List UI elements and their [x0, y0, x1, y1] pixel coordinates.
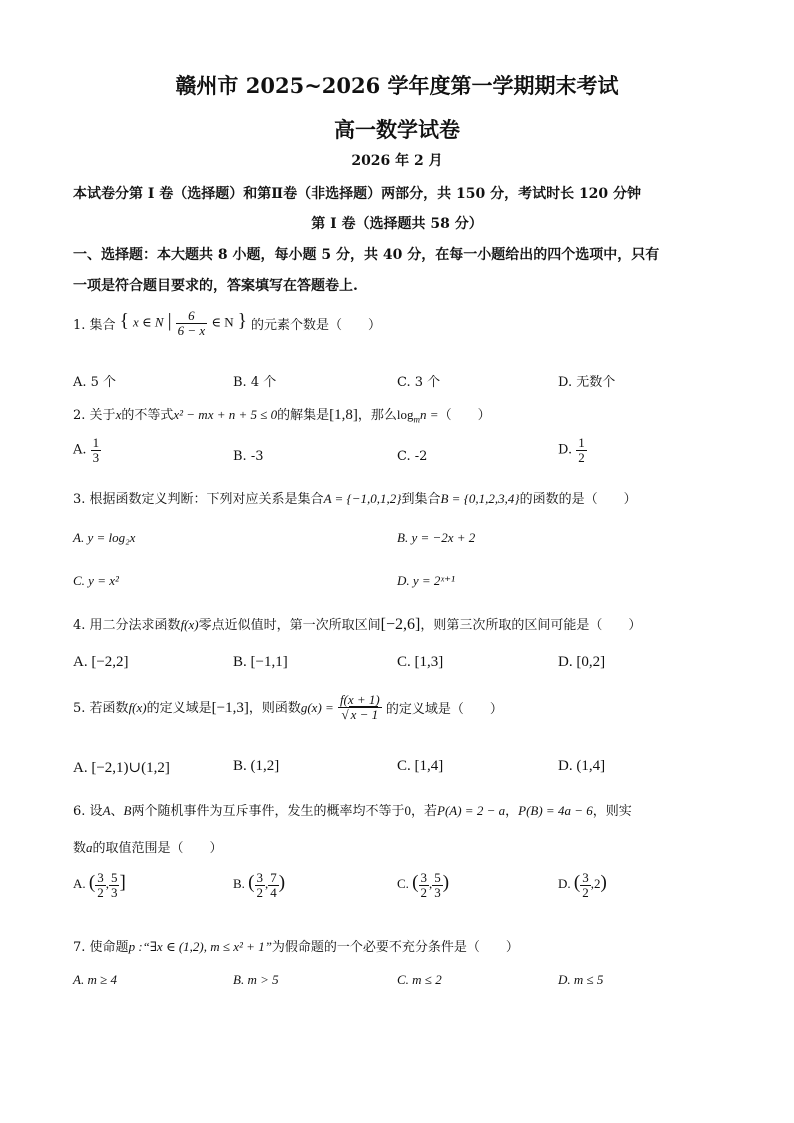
question-number: 6.	[73, 804, 86, 819]
option-a[interactable]: A. 5 个	[73, 375, 117, 390]
option-c[interactable]: C. m ≤ 2	[397, 972, 442, 987]
exam-intro: 本试卷分第 I 卷（选择题）和第Ⅱ卷（非选择题）两部分，共 150 分，考试时长 120 分钟	[73, 186, 642, 202]
option-d[interactable]: D. y = 2ˣ⁺¹	[397, 573, 455, 588]
proposition: p :“∃x ∈ (1,2), m ≤ x² + 1”	[128, 939, 272, 954]
initial-interval: [−2,6]	[380, 616, 421, 633]
brace-right: }	[237, 310, 247, 332]
question-number: 7.	[73, 940, 86, 955]
set-fraction	[176, 309, 208, 337]
solution-interval: [1,8]	[329, 407, 358, 423]
exam-date: 2026 年 2 月	[351, 153, 443, 169]
question-3: 3. 根据函数定义判断：下列对应关系是集合A = {−1,0,1,2}到集合B = {0,1,2,3,4}的函数的是（ ）	[73, 491, 637, 507]
question-1	[73, 309, 381, 337]
function-g: g(x) =	[300, 700, 334, 716]
option-d[interactable]: D. 无数个	[558, 375, 616, 390]
question-number: 1.	[73, 318, 86, 334]
option-b[interactable]: B. ( $\frac{3}{2}$ , $\frac{7}{4}$ )	[233, 870, 286, 900]
question-number: 3.	[73, 492, 86, 507]
option-a[interactable]: A. $\frac{1}{3}$	[73, 435, 100, 465]
option-c[interactable]: C. ( $\frac{3}{2}$ , $\frac{5}{3}$ )	[397, 870, 450, 900]
option-fraction: $\frac{1}{3}$	[92, 435, 100, 465]
option-b[interactable]: B. 4 个	[233, 375, 277, 390]
function-fraction: $\frac{f(x + 1)}{√ x - 1}$	[339, 692, 380, 722]
option-fraction: $\frac{1}{2}$	[578, 435, 585, 465]
probability-a: P(A) = 2 − a	[437, 803, 506, 818]
question-text: 集合	[89, 318, 116, 334]
set-bar: |	[167, 310, 172, 332]
sqrt-icon: √	[341, 706, 349, 722]
set-a: A = {−1,0,1,2}	[323, 491, 402, 506]
exam-title: 赣州市 2025~2026 学年度第一学期期末考试	[175, 73, 619, 98]
option-c[interactable]: C. [1,3]	[397, 654, 444, 670]
fraction-denominator: 6 − x	[177, 322, 206, 338]
option-b[interactable]: B. y = −2x + 2	[397, 530, 476, 545]
option-a[interactable]: A. y = log₂x	[73, 530, 136, 545]
question-6-continuation: 数a的取值范围是（ ）	[73, 840, 223, 856]
question-number: 2.	[73, 408, 86, 423]
option-c[interactable]: C. 3 个	[397, 375, 441, 390]
option-c[interactable]: C. [1,4]	[397, 758, 444, 774]
option-b[interactable]: B. [−1,1]	[233, 654, 288, 670]
question-text-suffix: 的元素个数是（ ）	[251, 318, 382, 334]
question-6: 6. 设A、B两个随机事件为互斥事件，发生的概率均不等于0，若P(A) = 2 − a，P(B) = 4a − 6，则实	[73, 803, 632, 819]
brace-left: {	[119, 310, 129, 332]
option-d[interactable]: D. ( $\frac{3}{2}$ ,2)	[558, 870, 607, 900]
option-b[interactable]: B. (1,2]	[233, 758, 280, 774]
option-a[interactable]: A. [−2,1)∪(1,2]	[73, 760, 170, 776]
set-b: B = {0,1,2,3,4}	[440, 491, 520, 506]
exam-subtitle: 高一数学试卷	[334, 117, 460, 142]
option-d[interactable]: D. (1,4]	[558, 758, 606, 774]
option-a[interactable]: A. ( $\frac{3}{2}$ , $\frac{5}{3}$ ]	[73, 870, 126, 900]
log-expression: log	[396, 407, 414, 422]
inequality: x² − mx + n + 5 ≤ 0	[173, 407, 278, 422]
question-number: 4.	[73, 618, 86, 633]
domain-interval: [−1,3]	[211, 700, 249, 717]
set-condition: ∈ N	[211, 314, 234, 330]
fraction-numerator: 6	[176, 309, 208, 324]
option-c[interactable]: C. -2	[397, 449, 428, 464]
option-a[interactable]: A. m ≥ 4	[73, 972, 117, 987]
option-d[interactable]: D. $\frac{1}{2}$	[558, 435, 585, 465]
instruction-line-2: 一项是符合题目要求的，答案填写在答题卷上.	[73, 278, 358, 294]
question-2: 2. 关于x的不等式x² − mx + n + 5 ≤ 0的解集是[1,8]，那么$\log_mn$ =（ ）	[73, 407, 491, 425]
question-4: 4. 用二分法求函数f(x)零点近似值时，第一次所取区间[−2,6]，则第三次所取的区间可能是（ ）	[73, 616, 642, 633]
question-7: 7. 使命题p :“∃x ∈ (1,2), m ≤ x² + 1”为假命题的一个必要不充分条件是（ ）	[73, 939, 519, 955]
set-variable: x ∈ N	[132, 314, 164, 330]
option-b[interactable]: B. m > 5	[233, 972, 279, 987]
question-5: 5. 若函数f(x)的定义域是[−1,3]，则函数g(x) = $\frac{f(x + 1)}{√ x - 1}$ 的定义域是（ ）	[73, 692, 503, 722]
option-a[interactable]: A. [−2,2]	[73, 654, 129, 670]
instruction-line-1: 一、选择题：本大题共 8 小题，每小题 5 分，共 40 分，在每一小题给出的四个选项中，只有	[73, 247, 660, 263]
question-number: 5.	[73, 701, 86, 717]
section-heading: 第 I 卷（选择题共 58 分）	[311, 216, 483, 232]
option-d[interactable]: D. m ≤ 5	[558, 972, 604, 987]
option-d[interactable]: D. [0,2]	[558, 654, 606, 670]
probability-b: P(B) = 4a − 6	[518, 803, 593, 818]
option-b[interactable]: B. -3	[233, 449, 264, 464]
option-c[interactable]: C. y = x²	[73, 573, 119, 588]
